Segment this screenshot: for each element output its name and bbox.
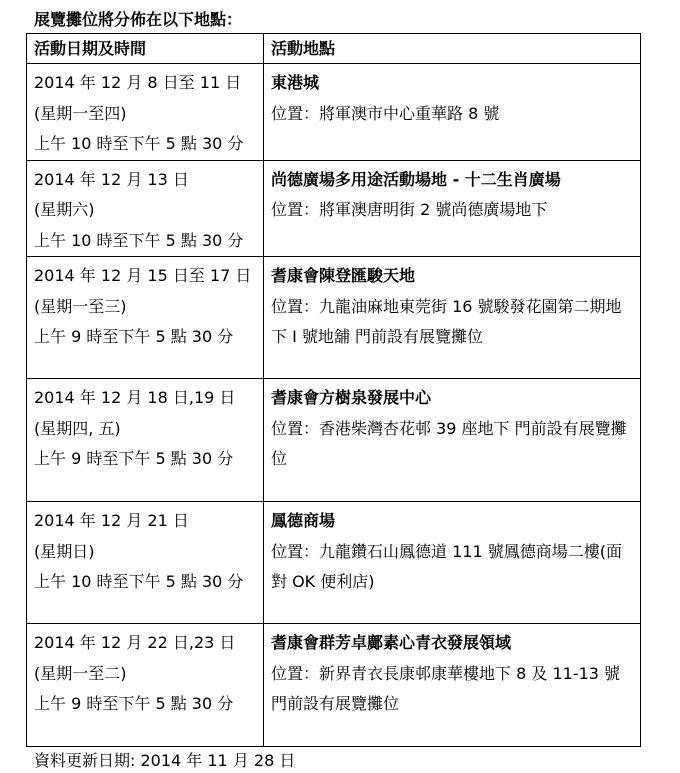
venue-address: 位置：將軍澳唐明街 2 號尚德廣場地下 <box>271 200 548 219</box>
event-date: 2014 年 12 月 15 日至 17 日 <box>34 266 252 285</box>
venue-name: 鳳德商場 <box>271 511 336 530</box>
event-weekday: (星期四, 五) <box>34 418 121 438</box>
venue-address: 位置：香港柴灣杏花邨 39 座地下 門前設有展覽攤位 <box>271 418 627 468</box>
event-time: 上午 9 時至下午 5 點 30 分 <box>34 694 234 713</box>
event-time: 上午 10 時至下午 5 點 30 分 <box>34 572 244 591</box>
venue-name: 尚德廣場多用途活動場地 - 十二生肖廣場 <box>271 169 561 189</box>
event-date: 2014 年 12 月 8 日至 11 日 <box>34 73 242 92</box>
table-header-row <box>27 34 641 64</box>
venue-name: 東港城 <box>271 73 320 92</box>
event-date: 2014 年 12 月 13 日 <box>34 169 189 189</box>
update-date-note: 資料更新日期: 2014 年 11 月 28 日 <box>34 751 296 770</box>
datetime-cell <box>27 502 264 624</box>
event-weekday: (星期六) <box>34 200 95 219</box>
table-row <box>27 160 641 257</box>
datetime-cell <box>27 160 264 257</box>
event-time: 上午 10 時至下午 5 點 30 分 <box>34 134 244 153</box>
page-heading: 展覽攤位將分佈在以下地點： <box>34 10 243 29</box>
event-weekday: (星期日) <box>34 541 95 561</box>
event-time: 上午 9 時至下午 5 點 30 分 <box>34 449 234 468</box>
table-row <box>27 64 641 161</box>
table-row <box>27 379 641 502</box>
table-row <box>27 257 641 379</box>
table-row <box>27 502 641 624</box>
event-weekday: (星期一至三) <box>34 296 127 316</box>
datetime-cell <box>27 64 264 161</box>
venue-address: 位置：新界青衣長康邨康華樓地下 8 及 11-13 號 門前設有展覽攤位 <box>271 663 621 713</box>
location-cell <box>264 64 641 161</box>
column-header-datetime: 活動日期及時間 <box>27 34 264 64</box>
schedule-table <box>26 33 641 747</box>
event-time: 上午 9 時至下午 5 點 30 分 <box>34 327 234 346</box>
event-date: 2014 年 12 月 21 日 <box>34 511 189 530</box>
event-weekday: (星期一至二) <box>34 663 127 683</box>
location-cell <box>264 257 641 379</box>
datetime-cell <box>27 257 264 379</box>
venue-address: 位置：九龍油麻地東莞街 16 號駿發花園第二期地下 I 號地舖 門前設有展覽攤位 <box>271 296 622 346</box>
venue-address: 位置：將軍澳市中心重華路 8 號 <box>271 103 500 123</box>
datetime-cell <box>27 624 264 747</box>
venue-name: 耆康會群芳卓鄺素心青衣發展領域 <box>271 633 512 652</box>
event-date: 2014 年 12 月 22 日,23 日 <box>34 633 236 652</box>
location-cell <box>264 502 641 624</box>
venue-address: 位置：九龍鑽石山鳳德道 111 號鳳德商場二樓(面對 OK 便利店) <box>271 541 622 591</box>
location-cell <box>264 379 641 502</box>
event-weekday: (星期一至四) <box>34 103 127 123</box>
venue-name: 耆康會方樹泉發展中心 <box>271 388 432 407</box>
location-cell <box>264 160 641 257</box>
event-time: 上午 10 時至下午 5 點 30 分 <box>34 230 244 250</box>
datetime-cell <box>27 379 264 502</box>
location-cell <box>264 624 641 747</box>
venue-name: 耆康會陳登匯駿天地 <box>271 266 416 285</box>
table-row <box>27 624 641 747</box>
column-header-location: 活動地點 <box>264 34 641 64</box>
event-date: 2014 年 12 月 18 日,19 日 <box>34 388 236 407</box>
